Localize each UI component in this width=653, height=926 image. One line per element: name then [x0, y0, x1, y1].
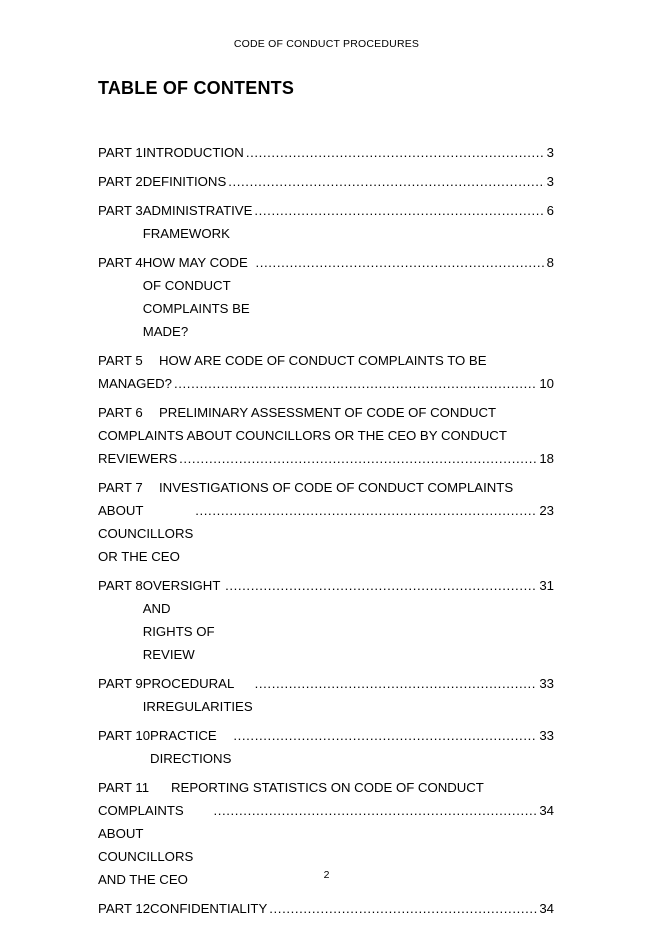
toc-entry-line	[98, 401, 554, 424]
toc-entry-title-continued: REVIEWERS	[98, 451, 178, 466]
toc-entry-line	[98, 672, 554, 718]
toc-entry-title-continued: COMPLAINTS ABOUT COUNCILLORS OR THE CEO BY CONDUCT	[98, 428, 507, 443]
toc-entry-number: PART 12	[98, 901, 151, 916]
toc-entry-part-5[interactable]	[98, 349, 554, 395]
toc-entry-number: PART 6	[98, 405, 143, 420]
toc-entry-page: 18	[539, 451, 554, 466]
toc-entry-number: PART 2	[98, 174, 143, 189]
toc-entry-number: PART 1	[98, 145, 143, 160]
toc-entry-title: HOW MAY CODE OF CONDUCT COMPLAINTS BE MADE?	[142, 255, 250, 339]
toc-entry-line	[98, 251, 554, 343]
table-of-contents	[98, 141, 554, 926]
toc-entry-number: PART 11	[98, 780, 150, 795]
toc-entry-title: PRELIMINARY ASSESSMENT OF CODE OF CONDUCT	[159, 405, 497, 420]
dot-leader	[225, 574, 537, 597]
toc-entry-part-10[interactable]	[98, 724, 554, 770]
toc-entry-part-12[interactable]	[98, 897, 554, 920]
toc-entry-title: OVERSIGHT AND RIGHTS OF REVIEW	[142, 578, 221, 662]
toc-entry-title-continued: ABOUT COUNCILLORS OR THE CEO	[98, 503, 194, 564]
dot-leader	[195, 499, 537, 522]
toc-entry-title-continued: MANAGED?	[98, 376, 173, 391]
toc-entry-part-3[interactable]	[98, 199, 554, 245]
toc-entry-line	[98, 724, 554, 770]
toc-title: TABLE OF CONTENTS	[98, 78, 295, 98]
toc-entry-number: PART 4	[98, 255, 143, 270]
dot-leader	[246, 141, 545, 164]
running-header: CODE OF CONDUCT PROCEDURES	[233, 38, 420, 50]
toc-entry-title: PRACTICE DIRECTIONS	[150, 728, 232, 766]
toc-entry-line	[98, 776, 554, 799]
dot-leader	[254, 199, 544, 222]
toc-entry-line	[98, 372, 554, 395]
dot-leader	[179, 447, 537, 470]
toc-entry-line	[98, 141, 554, 164]
toc-entry-part-4[interactable]	[98, 251, 554, 343]
toc-entry-line	[98, 499, 554, 568]
toc-entry-page: 33	[539, 728, 554, 743]
toc-entry-part-9[interactable]	[98, 672, 554, 718]
dot-leader	[255, 672, 538, 695]
toc-entry-line	[98, 897, 554, 920]
toc-entry-title: PROCEDURAL IRREGULARITIES	[142, 676, 253, 714]
dot-leader	[233, 724, 537, 747]
page-number: 2	[323, 869, 330, 881]
toc-entry-page: 23	[539, 503, 554, 518]
toc-entry-number: PART 3	[98, 203, 143, 218]
toc-entry-line	[98, 424, 554, 447]
toc-entry-line	[98, 476, 554, 499]
toc-entry-page: 31	[539, 578, 554, 593]
toc-entry-number: PART 5	[98, 353, 143, 368]
toc-entry-number: PART 10	[98, 728, 151, 743]
toc-entry-title: CONFIDENTIALITY	[150, 901, 268, 916]
toc-entry-page: 10	[539, 376, 554, 391]
dot-leader	[269, 897, 537, 920]
toc-entry-line	[98, 574, 554, 666]
toc-entry-part-8[interactable]	[98, 574, 554, 666]
toc-entry-page: 33	[539, 676, 554, 691]
toc-entry-title: INVESTIGATIONS OF CODE OF CONDUCT COMPLAINTS	[159, 480, 514, 495]
toc-entry-title: REPORTING STATISTICS ON CODE OF CONDUCT	[171, 780, 484, 795]
toc-entry-number: PART 7	[98, 480, 143, 495]
toc-entry-part-7[interactable]	[98, 476, 554, 568]
toc-entry-part-1[interactable]	[98, 141, 554, 164]
toc-entry-page: 6	[546, 203, 554, 218]
toc-entry-page: 8	[546, 255, 554, 270]
dot-leader	[256, 251, 545, 274]
toc-entry-page: 3	[546, 145, 554, 160]
dot-leader	[228, 170, 544, 193]
toc-entry-title: HOW ARE CODE OF CONDUCT COMPLAINTS TO BE	[159, 353, 487, 368]
toc-entry-title: ADMINISTRATIVE FRAMEWORK	[142, 203, 253, 241]
toc-entry-page: 34	[539, 803, 554, 818]
toc-entry-title: DEFINITIONS	[142, 174, 227, 189]
toc-entry-page: 3	[546, 174, 554, 189]
toc-entry-line	[98, 199, 554, 245]
toc-entry-title-continued: COMPLAINTS ABOUT COUNCILLORS AND THE CEO	[98, 803, 194, 887]
toc-entry-number: PART 9	[98, 676, 143, 691]
toc-entry-line	[98, 349, 554, 372]
toc-entry-title: INTRODUCTION	[142, 145, 244, 160]
dot-leader	[213, 799, 537, 822]
toc-entry-page: 34	[539, 901, 554, 916]
toc-entry-number: PART 8	[98, 578, 143, 593]
toc-entry-part-6[interactable]	[98, 401, 554, 470]
toc-entry-line	[98, 447, 554, 470]
toc-entry-part-2[interactable]	[98, 170, 554, 193]
toc-entry-line	[98, 170, 554, 193]
dot-leader	[174, 372, 537, 395]
